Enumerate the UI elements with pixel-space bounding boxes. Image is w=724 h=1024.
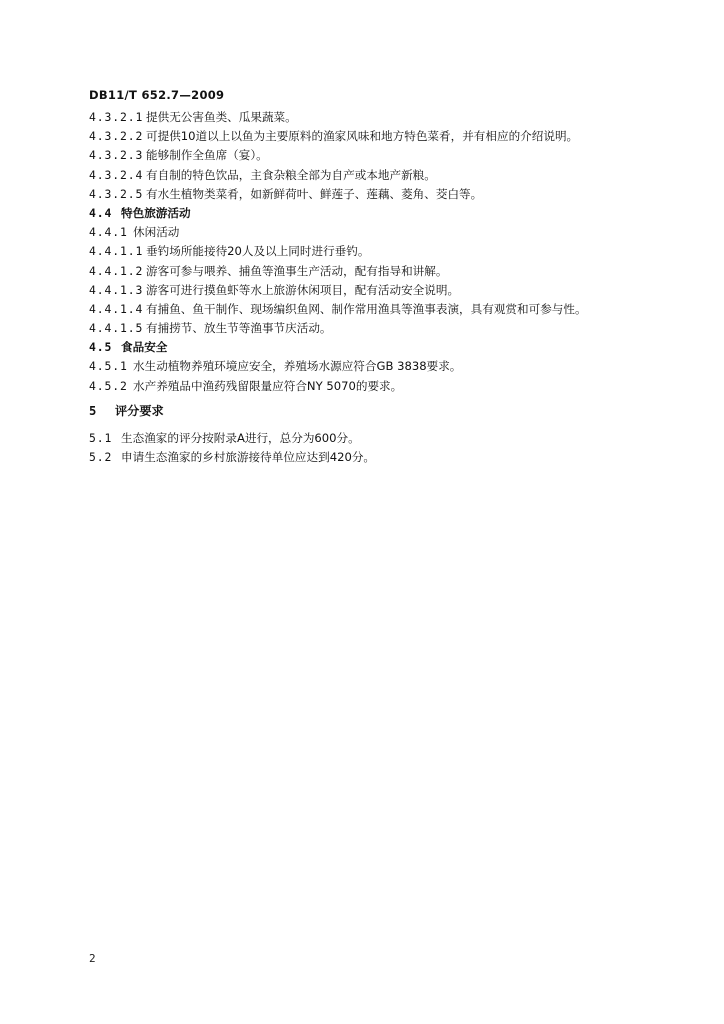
clause-4-3-2-5	[89, 185, 649, 204]
section-number: 4.5	[89, 340, 113, 355]
clause-4-3-2-2	[89, 127, 649, 146]
clause-number: 4.3.2.2	[89, 129, 144, 144]
section-heading-5	[89, 402, 649, 421]
section-title: 评分要求	[115, 403, 164, 418]
clause-text: 游客可进行摸鱼虾等水上旅游休闲项目，配有活动安全说明。	[146, 282, 460, 297]
clause-4-4-1-3	[89, 281, 649, 300]
clause-4-3-2-3	[89, 146, 649, 165]
clause-number: 4.4.1.2	[89, 263, 144, 278]
section-title: 特色旅游活动	[121, 205, 191, 220]
clause-4-4-1-2	[89, 262, 649, 281]
section-number: 5	[89, 403, 98, 418]
clause-number: 5.1	[89, 431, 113, 445]
clause-number: 4.3.2.1	[89, 110, 144, 124]
clause-text: 有自制的特色饮品，主食杂粮全部为自产或本地产新粮。	[146, 167, 436, 182]
document-header: DB11/T 652.7—2009	[89, 88, 225, 102]
section-heading-4-5	[89, 338, 649, 357]
section-number: 4.4	[89, 205, 113, 220]
clause-4-3-2-4	[89, 166, 649, 185]
clause-number: 4.3.2.3	[89, 148, 144, 163]
section-heading-4-4	[89, 204, 649, 223]
page-number: 2	[89, 952, 96, 965]
clause-number: 4.3.2.4	[89, 167, 144, 182]
subsection-title: 休闲活动	[133, 225, 180, 240]
clause-text: 水产养殖品中渔药残留限量应符合NY 5070的要求。	[133, 378, 403, 393]
document-body	[89, 108, 649, 467]
clause-4-4-1-5	[89, 319, 649, 338]
clause-text: 游客可参与喂养、捕鱼等渔事生产活动，配有指导和讲解。	[146, 263, 448, 278]
clause-text: 能够制作全鱼席（宴）。	[146, 148, 268, 163]
clause-number: 4.3.2.5	[89, 186, 144, 201]
clause-4-4-1-4	[89, 300, 649, 319]
clause-text: 提供无公害鱼类、瓜果蔬菜。	[146, 110, 297, 124]
clause-4-5-1	[89, 357, 649, 376]
clause-4-5-2	[89, 377, 649, 396]
clause-text: 水生动植物养殖环境应安全，养殖场水源应符合GB 3838要求。	[133, 359, 462, 374]
clause-text: 生态渔家的评分按附录A进行，总分为600分。	[121, 431, 360, 445]
clause-text: 垂钓场所能接待20人及以上同时进行垂钓。	[146, 244, 370, 259]
clause-text: 有水生植物类菜肴，如新鲜荷叶、鲜莲子、莲藕、菱角、茭白等。	[146, 186, 483, 201]
clause-number: 4.5.1	[89, 359, 128, 374]
subsection-heading-4-4-1	[89, 223, 649, 242]
clause-text: 申请生态渔家的乡村旅游接待单位应达到420分。	[121, 450, 376, 465]
clause-number: 4.4.1.1	[89, 244, 144, 259]
clause-5-2	[89, 448, 649, 467]
clause-text: 有捕捞节、放生节等渔事节庆活动。	[146, 321, 332, 336]
clause-number: 4.4.1.5	[89, 321, 144, 336]
clause-number: 5.2	[89, 450, 113, 465]
clause-number: 4.4.1.3	[89, 282, 144, 297]
clause-text: 有捕鱼、鱼干制作、现场编织鱼网、制作常用渔具等渔事表演，具有观赏和可参与性。	[146, 301, 587, 316]
clause-number: 4.4.1.4	[89, 301, 144, 316]
clause-number: 4.5.2	[89, 378, 128, 393]
clause-4-3-2-1	[89, 108, 649, 127]
subsection-number: 4.4.1	[89, 225, 128, 240]
clause-5-1	[89, 429, 649, 448]
clause-text: 可提供10道以上以鱼为主要原料的渔家风味和地方特色菜肴，并有相应的介绍说明。	[146, 129, 579, 144]
section-title: 食品安全	[121, 340, 168, 355]
clause-4-4-1-1	[89, 242, 649, 261]
